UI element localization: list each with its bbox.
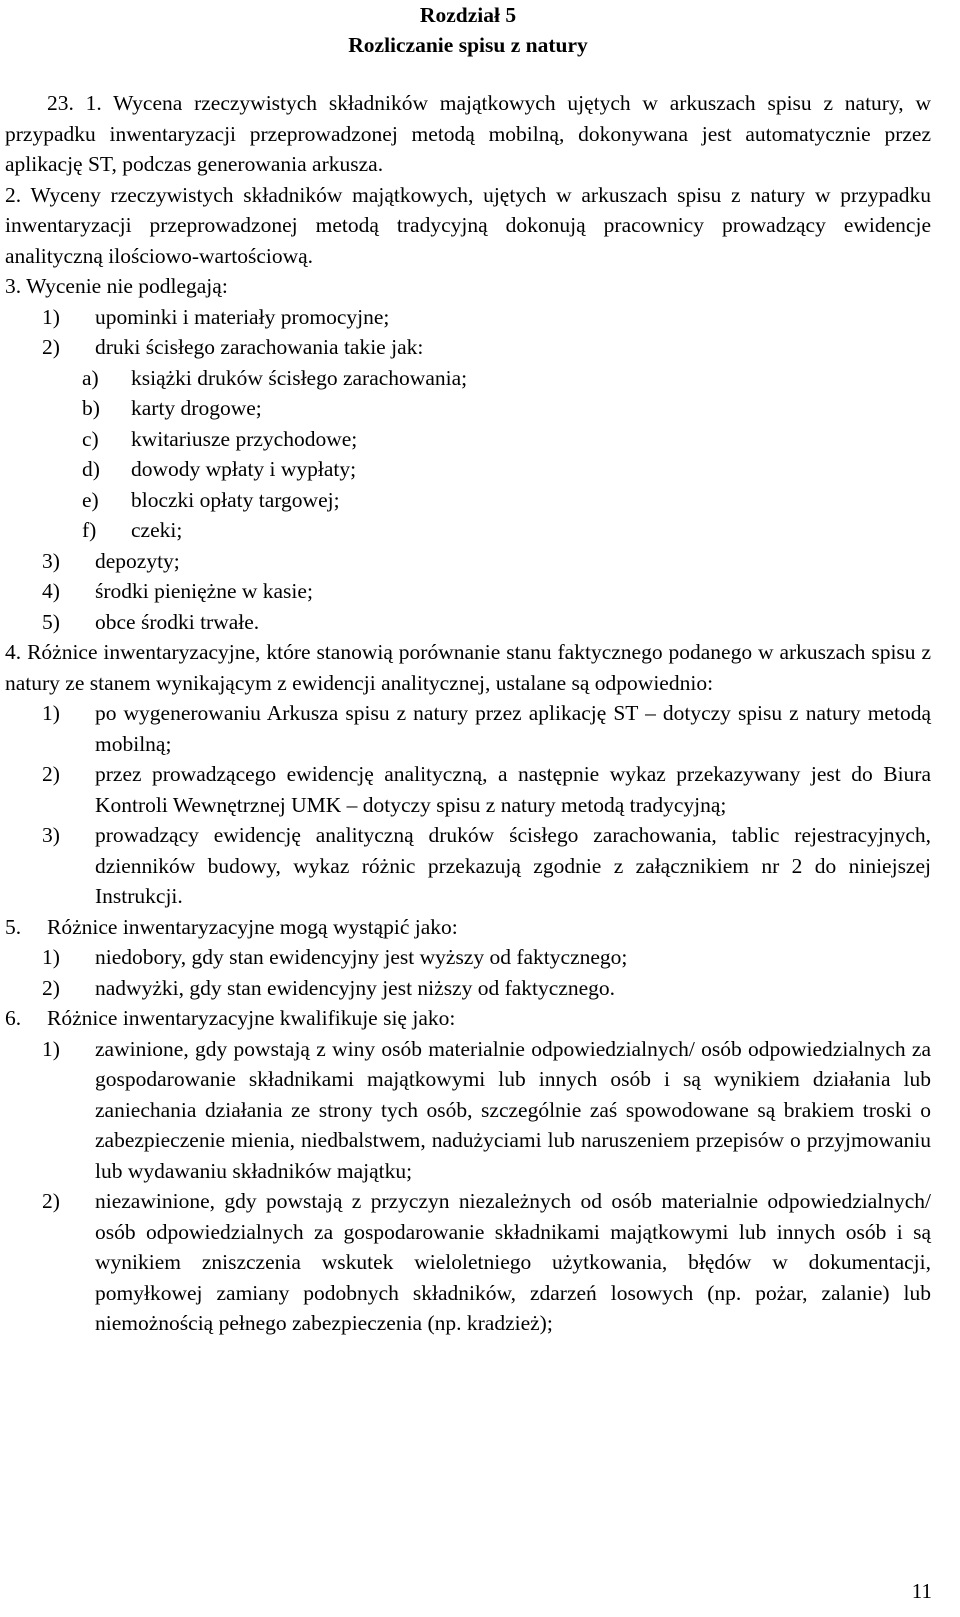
sublist-item-text: bloczki opłaty targowej; — [131, 487, 340, 512]
sublist-item — [5, 424, 931, 455]
list-marker: 2) — [42, 975, 60, 1000]
list-item-text: po wygenerowaniu Arkusza spisu z natury przez aplikację ST – dotyczy spisu z natury metodą mobilną; — [95, 701, 931, 756]
list-item — [5, 1186, 931, 1339]
list-item — [5, 607, 931, 638]
list-item — [5, 302, 931, 333]
list-item — [5, 942, 931, 973]
list-item-text: przez prowadzącego ewidencję analityczną, a następnie wykaz przekazywany jest do Biura Kontroli Wewnętrznej UMK – dotyczy spisu z natury metodą tradycyjną; — [95, 762, 931, 817]
sublist-marker: c) — [82, 426, 99, 451]
list-item-text: niezawinione, gdy powstają z przyczyn niezależnych od osób materialnie odpowiedzialnych/ osób odpowiedzialnych za gospodarowanie składnikami majątkowymi lub innych osób i są wynikiem zniszczenia wskutek wieloletniego użytkowania, błędów w dokumentacji, pomyłkowej zamiany podobnych składników, zdarzeń losowych (np. pożar, zalanie) lub niemożnością pełnego zabezpieczenia (np. kradzież); — [95, 1189, 931, 1335]
list-marker: 1) — [42, 701, 60, 725]
section-6 — [5, 1003, 931, 1339]
list-item-text: depozyty; — [95, 548, 180, 573]
sublist-item — [5, 393, 931, 424]
list-marker: 5) — [42, 609, 60, 634]
list-item — [5, 576, 931, 607]
section-4 — [5, 637, 931, 912]
list-item-text: prowadzący ewidencję analityczną druków ścisłego zarachowania, tablic rejestracyjnych, dzienników budowy, wykaz różnic przekazują zgodnie z załącznikiem nr 2 do niniejszej Instrukcji. — [95, 823, 931, 908]
list-item-text: obce środki trwałe. — [95, 609, 260, 634]
section-5 — [5, 912, 931, 1004]
sublist-item — [5, 363, 931, 394]
list-item — [5, 973, 931, 1004]
document-page — [5, 0, 931, 1339]
sublist-item-text: karty drogowe; — [131, 396, 262, 420]
sublist-marker: a) — [82, 365, 99, 390]
section-3-marker: 3. — [5, 274, 22, 298]
list-item — [5, 759, 931, 820]
sublist-item-text: czeki; — [131, 518, 183, 542]
sublist-item — [5, 485, 931, 516]
page-number: 11 — [911, 1579, 932, 1603]
list-marker: 1) — [42, 945, 60, 969]
list-item-text: zawinione, gdy powstają z winy osób materialnie odpowiedzialnych/ osób odpowiedzialnych za gospodarowanie składnikami majątkowymi lub innych osób i są wynikiem działania lub zaniechania działania ze strony tych osób, szczególnie zaś spowodowane są brakiem troski o zabezpieczenie mienia, niedbalstwem, nadużyciami lub naruszeniem przepisów o przyjmowaniu lub wydawaniu składników majątku; — [95, 1036, 931, 1183]
sublist-marker: d) — [82, 457, 100, 481]
list-marker: 1) — [42, 304, 60, 329]
list-marker: 2) — [42, 1189, 60, 1213]
chapter-title: Rozliczanie spisu z natury — [348, 33, 588, 57]
list-item — [5, 820, 931, 912]
section-5-marker: 5. — [5, 914, 22, 939]
sublist-item-text: kwitariusze przychodowe; — [131, 426, 358, 451]
list-marker: 3) — [42, 548, 60, 573]
list-item — [5, 332, 931, 363]
list-marker: 3) — [42, 823, 60, 847]
section-6-text: Różnice inwentaryzacyjne kwalifikuje się jako: — [47, 1006, 456, 1030]
list-item — [5, 1034, 931, 1187]
sublist-item — [5, 515, 931, 546]
chapter-number: Rozdział 5 — [419, 3, 517, 27]
list-marker: 2) — [42, 335, 60, 359]
list-item-text: niedobory, gdy stan ewidencyjny jest wyższy od faktycznego; — [95, 945, 628, 969]
list-marker: 1) — [42, 1036, 60, 1061]
list-item-text: druki ścisłego zarachowania takie jak: — [95, 335, 424, 359]
section-3 — [5, 271, 931, 637]
sublist-item-text: dowody wpłaty i wypłaty; — [131, 457, 357, 481]
section-4-marker: 4. — [5, 640, 22, 664]
list-item — [5, 546, 931, 577]
list-item-text: środki pieniężne w kasie; — [95, 579, 313, 603]
section-5-text: Różnice inwentaryzacyjne mogą wystąpić jako: — [47, 914, 458, 939]
section-3-text: Wycenie nie podlegają: — [26, 274, 228, 298]
section-6-marker: 6. — [5, 1006, 22, 1030]
chapter-heading — [5, 0, 931, 60]
sublist-marker: b) — [82, 396, 100, 420]
list-item-text: nadwyżki, gdy stan ewidencyjny jest niższy od faktycznego. — [95, 975, 616, 1000]
sublist-item — [5, 454, 931, 485]
sublist-marker: f) — [82, 518, 97, 542]
list-item — [5, 698, 931, 759]
section-4-text: Różnice inwentaryzacyjne, które stanowią porównanie stanu faktycznego podanego w arkuszach spisu z natury ze stanem wynikającym z ewidencji analitycznej, ustalane są odpowiednio: — [5, 640, 932, 695]
list-item-text: upominki i materiały promocyjne; — [95, 304, 390, 329]
list-marker: 2) — [42, 762, 60, 786]
sublist-marker: e) — [82, 487, 99, 512]
paragraph-2: 2. Wyceny rzeczywistych składników majątkowych, ujętych w arkuszach spisu z natury w przypadku inwentaryzacji przeprowadzonej metodą tradycyjną dokonują pracownicy prowadzący ewidencje analityczną ilościowo-wartościową. — [5, 182, 931, 268]
sublist-item-text: książki druków ścisłego zarachowania; — [131, 365, 468, 390]
list-marker: 4) — [42, 579, 60, 603]
paragraph-23-1: 23. 1. Wycena rzeczywistych składników majątkowych ujętych w arkuszach spisu z natury, w przypadku inwentaryzacji przeprowadzonej metodą mobilną, dokonywana jest automatycznie przez aplikację ST, podczas generowania arkusza. — [5, 91, 931, 176]
